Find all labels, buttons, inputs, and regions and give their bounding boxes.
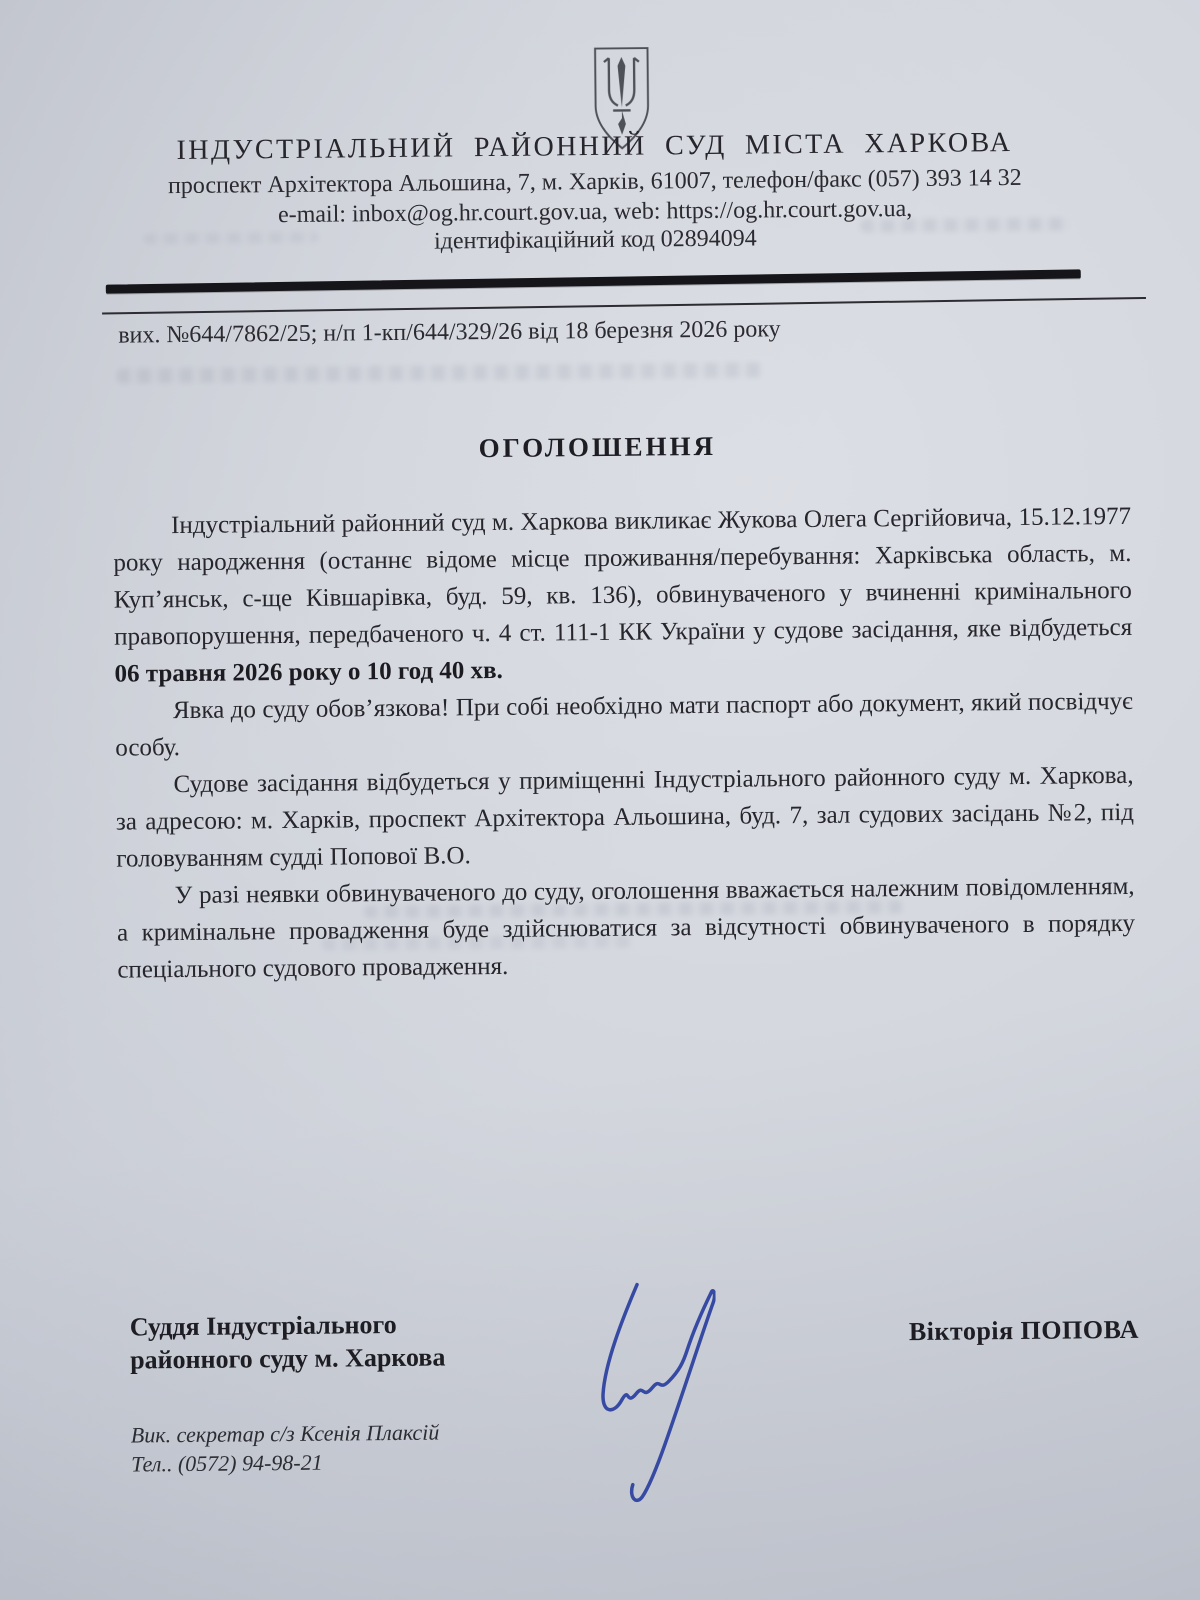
judge-signature-icon (550, 1264, 717, 1511)
bleedthrough-artifact (143, 232, 318, 245)
bleedthrough-artifact (860, 217, 1070, 232)
letterhead-thin-rule (102, 297, 1146, 314)
reference-number-line: вих. №644/7862/25; н/п 1-кп/644/329/26 від 18 березня 2026 року (118, 316, 781, 349)
court-address: проспект Архітектора Альошина, 7, м. Харків, 61007, телефон/факс (057) 393 14 32 (167, 164, 1022, 200)
paragraph-absence-warning: У разі неявки обвинуваченого до суду, оголошення вважається належним повідомленням, а кримінальне провадження буде здійснюватися за відсутності обвинуваченого в порядку спеціального судового провадження. (116, 872, 1136, 984)
secretary-phone: Тел.. (0572) 94-98-21 (131, 1449, 323, 1477)
paragraph-attendance: Явка до суду обов’язкова! При собі необхідно мати паспорт або документ, який посвідчує особу. (115, 687, 1133, 762)
court-contacts: e-mail: inbox@og.hr.court.gov.ua, web: https://og.hr.court.gov.ua, (277, 195, 913, 229)
session-datetime: 06 травня 2026 року о 10 год 40 хв. (114, 656, 503, 688)
letterhead-thick-rule (106, 269, 1081, 293)
court-name: ІНДУСТРІАЛЬНИЙ РАЙОННИЙ СУД МІСТА ХАРКОВА (176, 127, 1013, 167)
judge-title: Суддя Індустріального районного суду м. Харкова (129, 1309, 446, 1375)
secretary-note: Вик. секретар с/з Ксенія Плаксій (130, 1419, 440, 1448)
judge-name: Вікторія ПОПОВА (908, 1314, 1140, 1347)
court-id-code: ідентифікаційний код 02894094 (433, 225, 757, 255)
bleedthrough-artifact (117, 362, 762, 383)
document-title: ОГОЛОШЕННЯ (478, 430, 717, 464)
paragraph-summons-text: Індустріальний районний суд м. Харкова викликає Жукова Олега Сергійовича, 15.12.1977 року народження (останнє відоме місце проживання/перебування: Харківська область, м. Куп’янськ, с-ще Ківшарівка, буд. 59, кв. 136), обвинуваченого у вчиненні кримінального правопорушення, передбаченого ч. 4 ст. 111-1 КК України у судове засідання, яке відбудеться (113, 502, 1133, 651)
paragraph-summons (113, 498, 1133, 693)
paragraph-location: Судове засідання відбудеться у приміщенні Індустріального районного суду м. Харкова, за адресою: м. Харків, проспект Архітектора Альошина, буд. 7, зал судових засідань №2, під головуванням судді Попової В.О. (115, 761, 1135, 873)
